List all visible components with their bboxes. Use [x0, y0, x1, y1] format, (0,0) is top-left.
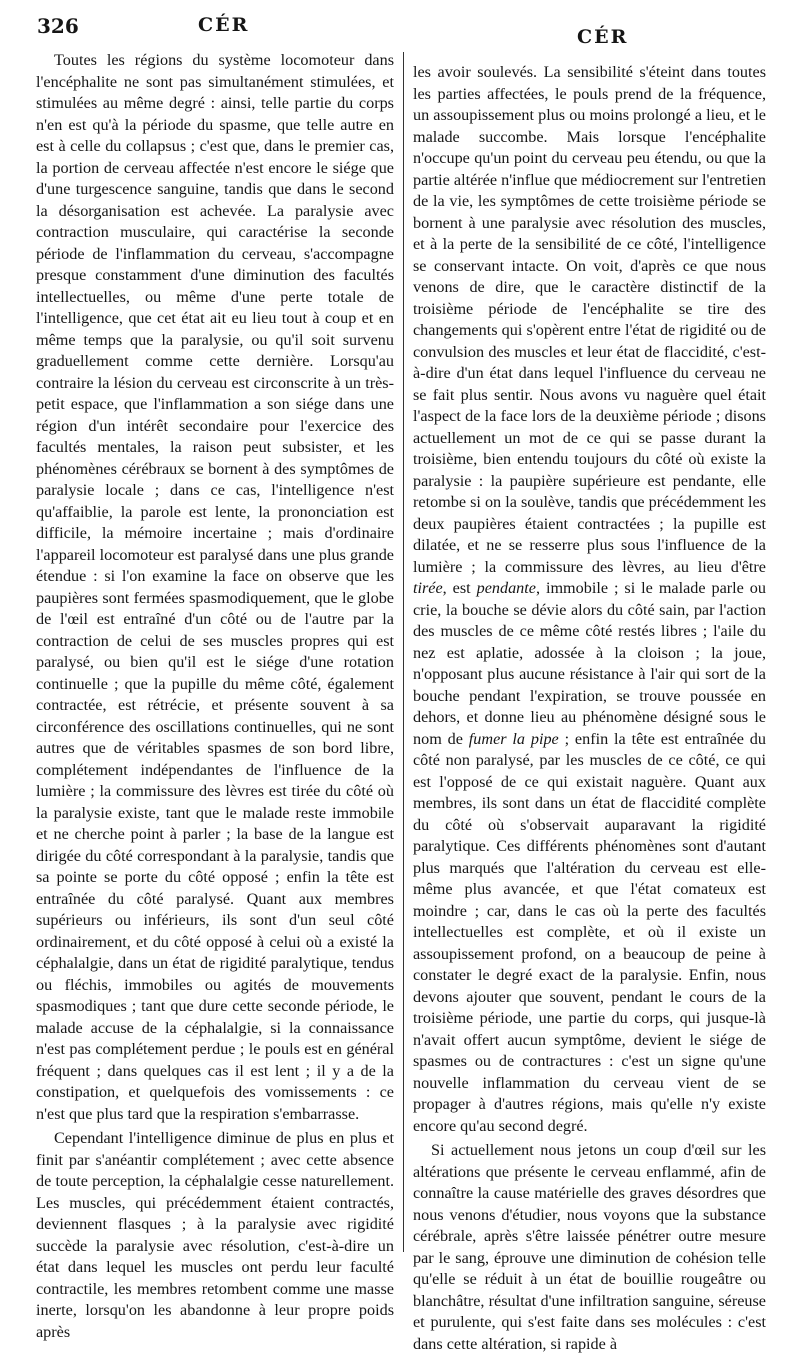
right-paragraph-2: Si actuellement nous jetons un coup d'œil sur les altérations que présente le cerveau enflammé, afin de connaître la cause matérielle des graves désordres que nous venons d'étudier, nous voyons que la substance cérébrale, après s'être laissée pénétrer outre mesure par le sang, éprouve une diminution de cohésion telle qu'elle se réduit à un état de bouillie rougeâtre ou blanchâtre, résultat d'une infiltration sanguine, séreuse et purulente, qui s'est faite dans ses molécules : c'est dans cette altération, si rapide à [413, 1141, 766, 1353]
right-p1-text-c: , immobile ; si le malade parle ou crie, la bouche se dévie alors du côté sain, par l'action des muscles de ce même côté restés libres ; l'aile du nez est aplatie, adossée à la cloison ; la joue, n'opposant plus aucune résistance à l'air qui sort de la bouche pendant l'expiration, se trouve poussée en dehors, et donne lieu au phénomène désigné sous le nom de [413, 579, 766, 748]
italic-tiree: tirée [413, 579, 443, 597]
italic-fumer-la-pipe: fumer la pipe [468, 729, 559, 748]
left-column [36, 50, 394, 1343]
running-head-left: CÉR [198, 14, 250, 36]
page-number: 326 [37, 14, 79, 38]
right-paragraph-1 [413, 62, 766, 1137]
right-p1-text-b: , est [442, 579, 471, 597]
right-column [413, 62, 766, 1355]
running-head-right: CÉR [577, 26, 629, 48]
italic-pendante: pendante [476, 579, 536, 597]
left-paragraph-1: Toutes les régions du système locomoteur dans l'encéphalite ne sont pas simultanément stimulées, et stimulées au même degré : ainsi, telle partie du corps n'en est qu'à la période du spasme, que telle autre en est à celle du collapsus ; c'est que, dans le premier cas, la portion de cerveau affectée n'est encore le siége que d'une turgescence sanguine, tandis que dans le second la désorganisation est achevée. La paralysie avec contraction musculaire, qui caractérise la seconde période de l'inflammation du cerveau, s'accompagne presque constamment d'une diminution des facultés intellectuelles, ou même d'une perte totale de l'intelligence, que cet état ait eu lieu tout à coup et en même temps que la paralysie, ou qu'il soit survenu graduellement comme cette dernière. Lorsqu'au contraire la lésion du cerveau est circonscrite à un très-petit espace, que l'inflammation a son siége dans une région d'un intérêt secondaire pour l'exercice des facultés mentales, la raison peut subsister, et les phénomènes cérébraux se bornent à des symptômes de paralysie locale ; dans ce cas, l'intelligence n'est qu'affaiblie, la parole est lente, la prononciation est difficile, la mémoire incertaine ; mais d'ordinaire l'appareil locomoteur est paralysé dans une plus grande étendue : si l'on examine la face on observe que les paupières sont fermées spasmodiquement, que le globe de l'œil est entraîné d'un côté ou de l'autre par la contraction de celui de ses muscles propres qui est paralysé, ou bien qu'il est le siége d'une rotation continuelle ; que la pupille du même côté, également contractée, est rétrécie, et présente souvent à sa circonférence des oscillations continuelles, qui ne sont autres que de véritables spasmes de son bord libre, complétement indépendantes de l'influence de la lumière ; la commissure des lèvres est tirée du côté où la paralysie existe, tant que le malade reste immobile et ne cherche point à parler ; la base de la langue est dirigée du côté correspondant à la paralysie, tandis que sa pointe se porte du côté opposé ; enfin la tête est entraînée du côté paralysé. Quant aux membres supérieurs ou inférieurs, ils sont d'un seul côté ordinairement, et du côté opposé à celui où a existé la céphalalgie, dans un état de rigidité paralytique, tendus ou fléchis, immobiles ou agités de mouvements spasmodiques ; tant que dure cette seconde période, le malade accuse de la céphalalgie, si la connaissance n'est pas complétement perdue ; le pouls est en général fréquent ; dans quelques cas il est lent ; il y a de la constipation, et quelquefois des vomissements : ce n'est que plus tard que la respiration s'embarrasse. [36, 51, 394, 1123]
right-p1-text-a: les avoir soulevés. La sensibilité s'éteint dans toutes les parties affectées, le pouls prend de la fréquence, un assoupissement plus ou moins prolongé a lieu, et le malade succombe. Mais lorsque l'encéphalite n'occupe qu'un point du cerveau peu étendu, ou que la partie altérée n'influe que médiocrement sur l'entretien de la vie, les symptômes de cette troisième période se bornent à une paralysie avec résolution des muscles, et à la perte de la sensibilité de ce côté, l'intelligence se conservant intacte. On voit, d'après ce que nous venons de dire, que le caractère distinctif de la troisième période de l'encéphalite se tire des changements qui s'opèrent entre l'état de rigidité ou de convulsion des muscles et leur état de flaccidité, c'est-à-dire d'un état dans lequel l'influence du cerveau ne se fait plus sentir. Nous avons vu naguère quel était l'aspect de la face lors de la deuxième période ; disons actuellement un mot de ce qui se passe durant la troisième, bien entendu toujours du côté où existe la paralysie : la paupière supérieure est pendante, elle retombe si on la soulève, tandis que précédemment les deux paupières étaient contractées ; la pupille est dilatée, et ne se resserre plus sous l'influence de la lumière ; la commissure des lèvres, au lieu d'être [413, 63, 766, 576]
left-paragraph-2: Cependant l'intelligence diminue de plus en plus et finit par s'anéantir complétement ; avec cette absence de toute perception, la céphalalgie cesse naturellement. Les muscles, qui précédemment étaient contractés, deviennent flasques ; à la paralysie avec rigidité succède la paralysie avec résolution, c'est-à-dire un état dans lequel les muscles ont perdu leur faculté contractile, les membres retombent comme une masse inerte, lorsqu'on les abandonne à leur propre poids après [36, 1129, 394, 1341]
page-header [0, 14, 800, 46]
right-p1-text-d: ; enfin la tête est entraînée du côté non paralysé, par les muscles de ce côté, ce qui est l'opposé de ce qui existait naguère. Quant aux membres, ils sont dans un état de flaccidité complète du côté où s'observait auparavant la rigidité paralytique. Ces différents phénomènes sont d'autant plus marqués que l'altération du cerveau est elle-même plus avancée, et que l'état comateux est moindre ; car, dans le cas où la perte des facultés intellectuelles est complète, et où il existe un assoupissement profond, on a beaucoup de peine à constater le degré exact de la paralysie. Enfin, nous devons ajouter que souvent, pendant le cours de la troisième période, une partie du corps, qui jusque-là n'avait offert aucun symptôme, devient le siége de spasmes ou de contractures : c'est un signe qu'une nouvelle inflammation du cerveau vient de se propager à d'autres régions, mais qu'elle n'y existe encore qu'au second degré. [413, 729, 766, 1135]
column-divider [403, 52, 404, 1252]
